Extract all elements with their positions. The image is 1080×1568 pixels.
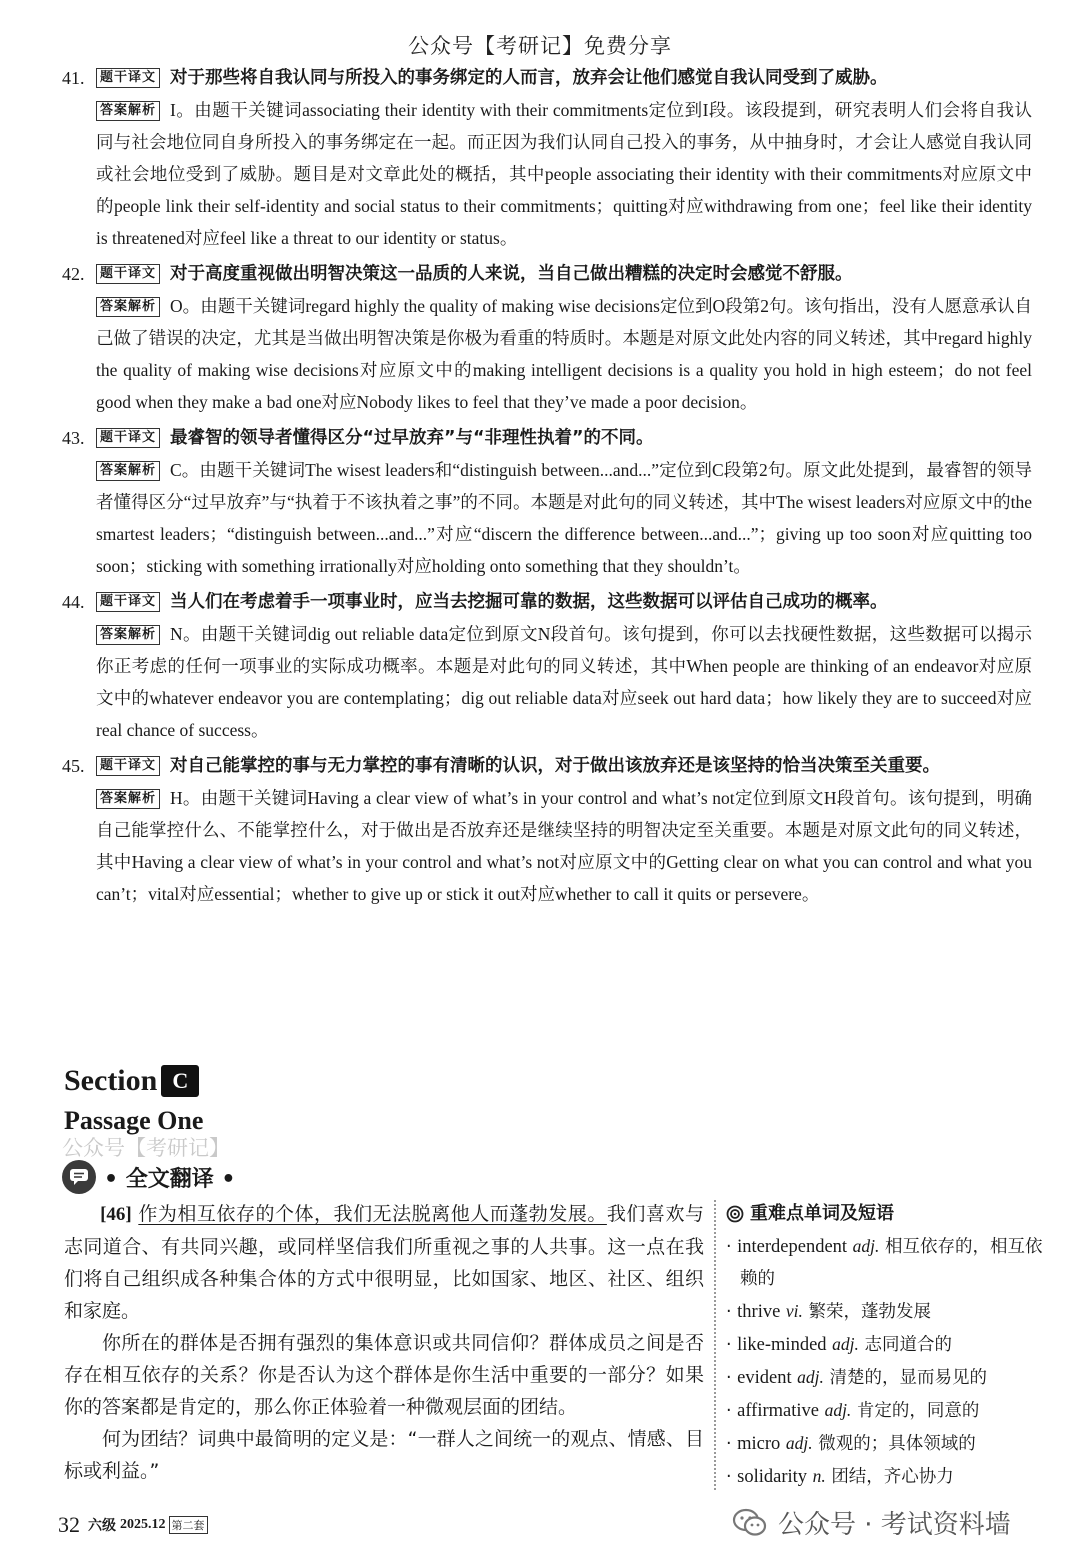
underlined-answer-sentence: 作为相互依存的个体，我们无法脱离他人而蓬勃发展。 xyxy=(138,1203,607,1225)
answer-analysis xyxy=(96,782,1032,910)
analysis-tag: 答案解析 xyxy=(96,101,160,121)
question-number: 45. xyxy=(62,756,85,776)
question-translation: 最睿智的领导者懂得区分“过早放弃”与“非理性执着”的不同。 xyxy=(170,428,654,448)
set-label: 第二套 xyxy=(169,1516,208,1534)
answer-analysis xyxy=(96,290,1032,418)
section-title xyxy=(64,1064,199,1098)
faint-watermark: 公众号【考研记】 xyxy=(62,1136,230,1160)
answer-analysis xyxy=(96,454,1032,582)
analysis-text: O。由题干关键词regard highly the quality of making wise decisions定位到O段第2句。该句指出，没有人愿意承认自己做了错误的决定，尤其是当做出明智决策是你极为看重的特质时。本题是对原文此处内容的同义转述，其中regard highly the quality of making wise decisions对应原文中的making intelligent decisions is a quality you hold in high esteem；do not feel good when they make a bad one对应Nobody likes to feel that they’ve made a poor decision。 xyxy=(96,296,1032,412)
analysis-tag: 答案解析 xyxy=(96,461,160,481)
paragraph xyxy=(64,1198,704,1327)
analysis-text: N。由题干关键词dig out reliable data定位到原文N段首句。该句提到，你可以去找硬性数据，这些数据可以揭示你正考虑的任何一项事业的实际成功概率。本题是对此句的同义转述，其中When people are thinking of an endeavor对应原文中的whatever endeavor you are contemplating；dig out reliable data对应seek out hard data；how likely they are to succeed对应real chance of success。 xyxy=(96,624,1032,740)
translation-tag: 题干译文 xyxy=(96,592,160,612)
question-number: 41. xyxy=(62,68,85,88)
issue-date: 2025.12 xyxy=(120,1517,166,1532)
answer-analysis xyxy=(96,94,1032,254)
passage-translation xyxy=(64,1198,704,1487)
vocab-heading-text: 重难点单词及短语 xyxy=(750,1203,894,1224)
answer-item xyxy=(62,62,1032,254)
vocab-panel xyxy=(726,1198,1046,1493)
question-translation: 对于高度重视做出明智决策这一品质的人来说，当自己做出糟糕的决定时会感觉不舒服。 xyxy=(170,264,853,284)
vocab-heading xyxy=(726,1198,1046,1230)
question-translation: 对自己能掌控的事与无力掌控的事有清晰的认识，对于做出该放弃还是该坚持的恰当决策至关重要。 xyxy=(170,756,941,776)
answer-analysis xyxy=(96,618,1032,746)
vocab-item: · affirmative adj. 肯定的，同意的 xyxy=(726,1400,980,1421)
section-word: Section xyxy=(64,1064,158,1097)
speech-bubble-icon xyxy=(62,1160,96,1194)
analysis-tag: 答案解析 xyxy=(96,789,160,809)
translation-tag: 题干译文 xyxy=(96,68,160,88)
paragraph: 你所在的群体是否拥有强烈的集体意识或共同信仰？群体成员之间是否存在相互依存的关系？你是否认为这个群体是你生活中重要的一部分？如果你的答案都是肯定的，那么你正体验着一种微观层面的团结。 xyxy=(64,1332,704,1418)
wechat-icon xyxy=(732,1508,768,1538)
analysis-text: H。由题干关键词Having a clear view of what’s in your control and what’s not定位到原文H段首句。该句提到，明确自己能掌控什么、不能掌控什么，对于做出是否放弃还是继续坚持的明智决定至关重要。本题是对原文此句的同义转述，其中Having a clear view of what’s in your control and what’s not对应原文中的Getting clear on what you can control and what you can’t；vital对应essential；whether to give up or stick it out对应whether to call it quits or persevere。 xyxy=(96,788,1032,904)
exam-level: 六级 xyxy=(88,1518,116,1534)
vocab-item: · thrive vi. 繁荣，蓬勃发展 xyxy=(726,1301,931,1322)
page-footer xyxy=(58,1512,208,1538)
column-divider xyxy=(714,1200,716,1490)
passage-title: Passage One xyxy=(64,1106,204,1135)
question-number: 44. xyxy=(62,592,85,612)
page-header-watermark: 公众号【考研记】免费分享 xyxy=(408,34,672,58)
vocab-item: · micro adj. 微观的；具体领域的 xyxy=(726,1433,976,1454)
answer-item xyxy=(62,258,1032,418)
analysis-tag: 答案解析 xyxy=(96,625,160,645)
section-letter-badge: C xyxy=(161,1065,199,1097)
wechat-watermark-text: 公众号 · 考试资料墙 xyxy=(778,1510,1011,1540)
paragraph: 何为团结？词典中最简明的定义是：“一群人之间统一的观点、情感、目标或利益。” xyxy=(64,1428,704,1482)
vocab-item: · evident adj. 清楚的，显而易见的 xyxy=(726,1367,987,1388)
question-translation: 对于那些将自我认同与所投入的事务绑定的人而言，放弃会让他们感觉自我认同受到了威胁。 xyxy=(170,68,888,88)
analysis-tag: 答案解析 xyxy=(96,297,160,317)
answer-item xyxy=(62,586,1032,746)
target-icon xyxy=(726,1205,744,1223)
analysis-text: C。由题干关键词The wisest leaders和“distinguish between...and...”定位到C段第2句。原文此处提到，最睿智的领导者懂得区分“过早放弃”与“执着于不该执着之事”的不同。本题是对此句的同义转述，其中The wisest leaders对应原文中的the smartest leaders；“distinguish between...and...”对应“discern the difference between...and...”；giving up too soon对应quitting too soon；sticking with something irrationally对应holding onto something that they shouldn’t。 xyxy=(96,460,1032,576)
wechat-watermark xyxy=(732,1504,1011,1541)
answer-item xyxy=(62,422,1032,582)
analysis-text: I。由题干关键词associating their identity with their commitments定位到I段。该段提到，研究表明人们会将自我认同与社会地位同自身所投入的事务绑定在一起。而正因为我们认同自己投入的事务，从中抽身时，才会让人感觉自我认同或社会地位受到了威胁。题目是对文章此处的概括，其中people associating their identity with their commitments对应原文中的people link their self-identity and social status to their commitments；quitting对应withdrawing from one；feel like their identity is threatened对应feel like a threat to our identity or status。 xyxy=(96,100,1032,248)
translation-heading xyxy=(62,1160,235,1194)
vocab-item: · solidarity n. 团结，齐心协力 xyxy=(726,1466,954,1487)
question-number: 42. xyxy=(62,264,85,284)
question-translation: 当人们在考虑着手一项事业时，应当去挖掘可靠的数据，这些数据可以评估自己成功的概率。 xyxy=(170,592,888,612)
translation-tag: 题干译文 xyxy=(96,756,160,776)
vocab-item: · interdependent adj. 相互依存的，相互依赖的 xyxy=(726,1236,1043,1289)
translation-heading-text: • 全文翻译 • xyxy=(104,1166,236,1192)
question-number: 43. xyxy=(62,428,85,448)
page-number: 32 xyxy=(58,1512,80,1537)
translation-tag: 题干译文 xyxy=(96,428,160,448)
answer-items xyxy=(62,62,1032,914)
translation-tag: 题干译文 xyxy=(96,264,160,284)
question-marker: [46] xyxy=(100,1204,132,1225)
paragraph-text: 我们喜欢与志同道合、有共同兴趣，或同样坚信我们所重视之事的人共事。这一点在我们将自己组织成各种集合体的方式中很明显，比如国家、地区、社区、组织和家庭。 xyxy=(64,1203,704,1322)
vocab-item: · like-minded adj. 志同道合的 xyxy=(726,1334,952,1355)
answer-item xyxy=(62,750,1032,910)
